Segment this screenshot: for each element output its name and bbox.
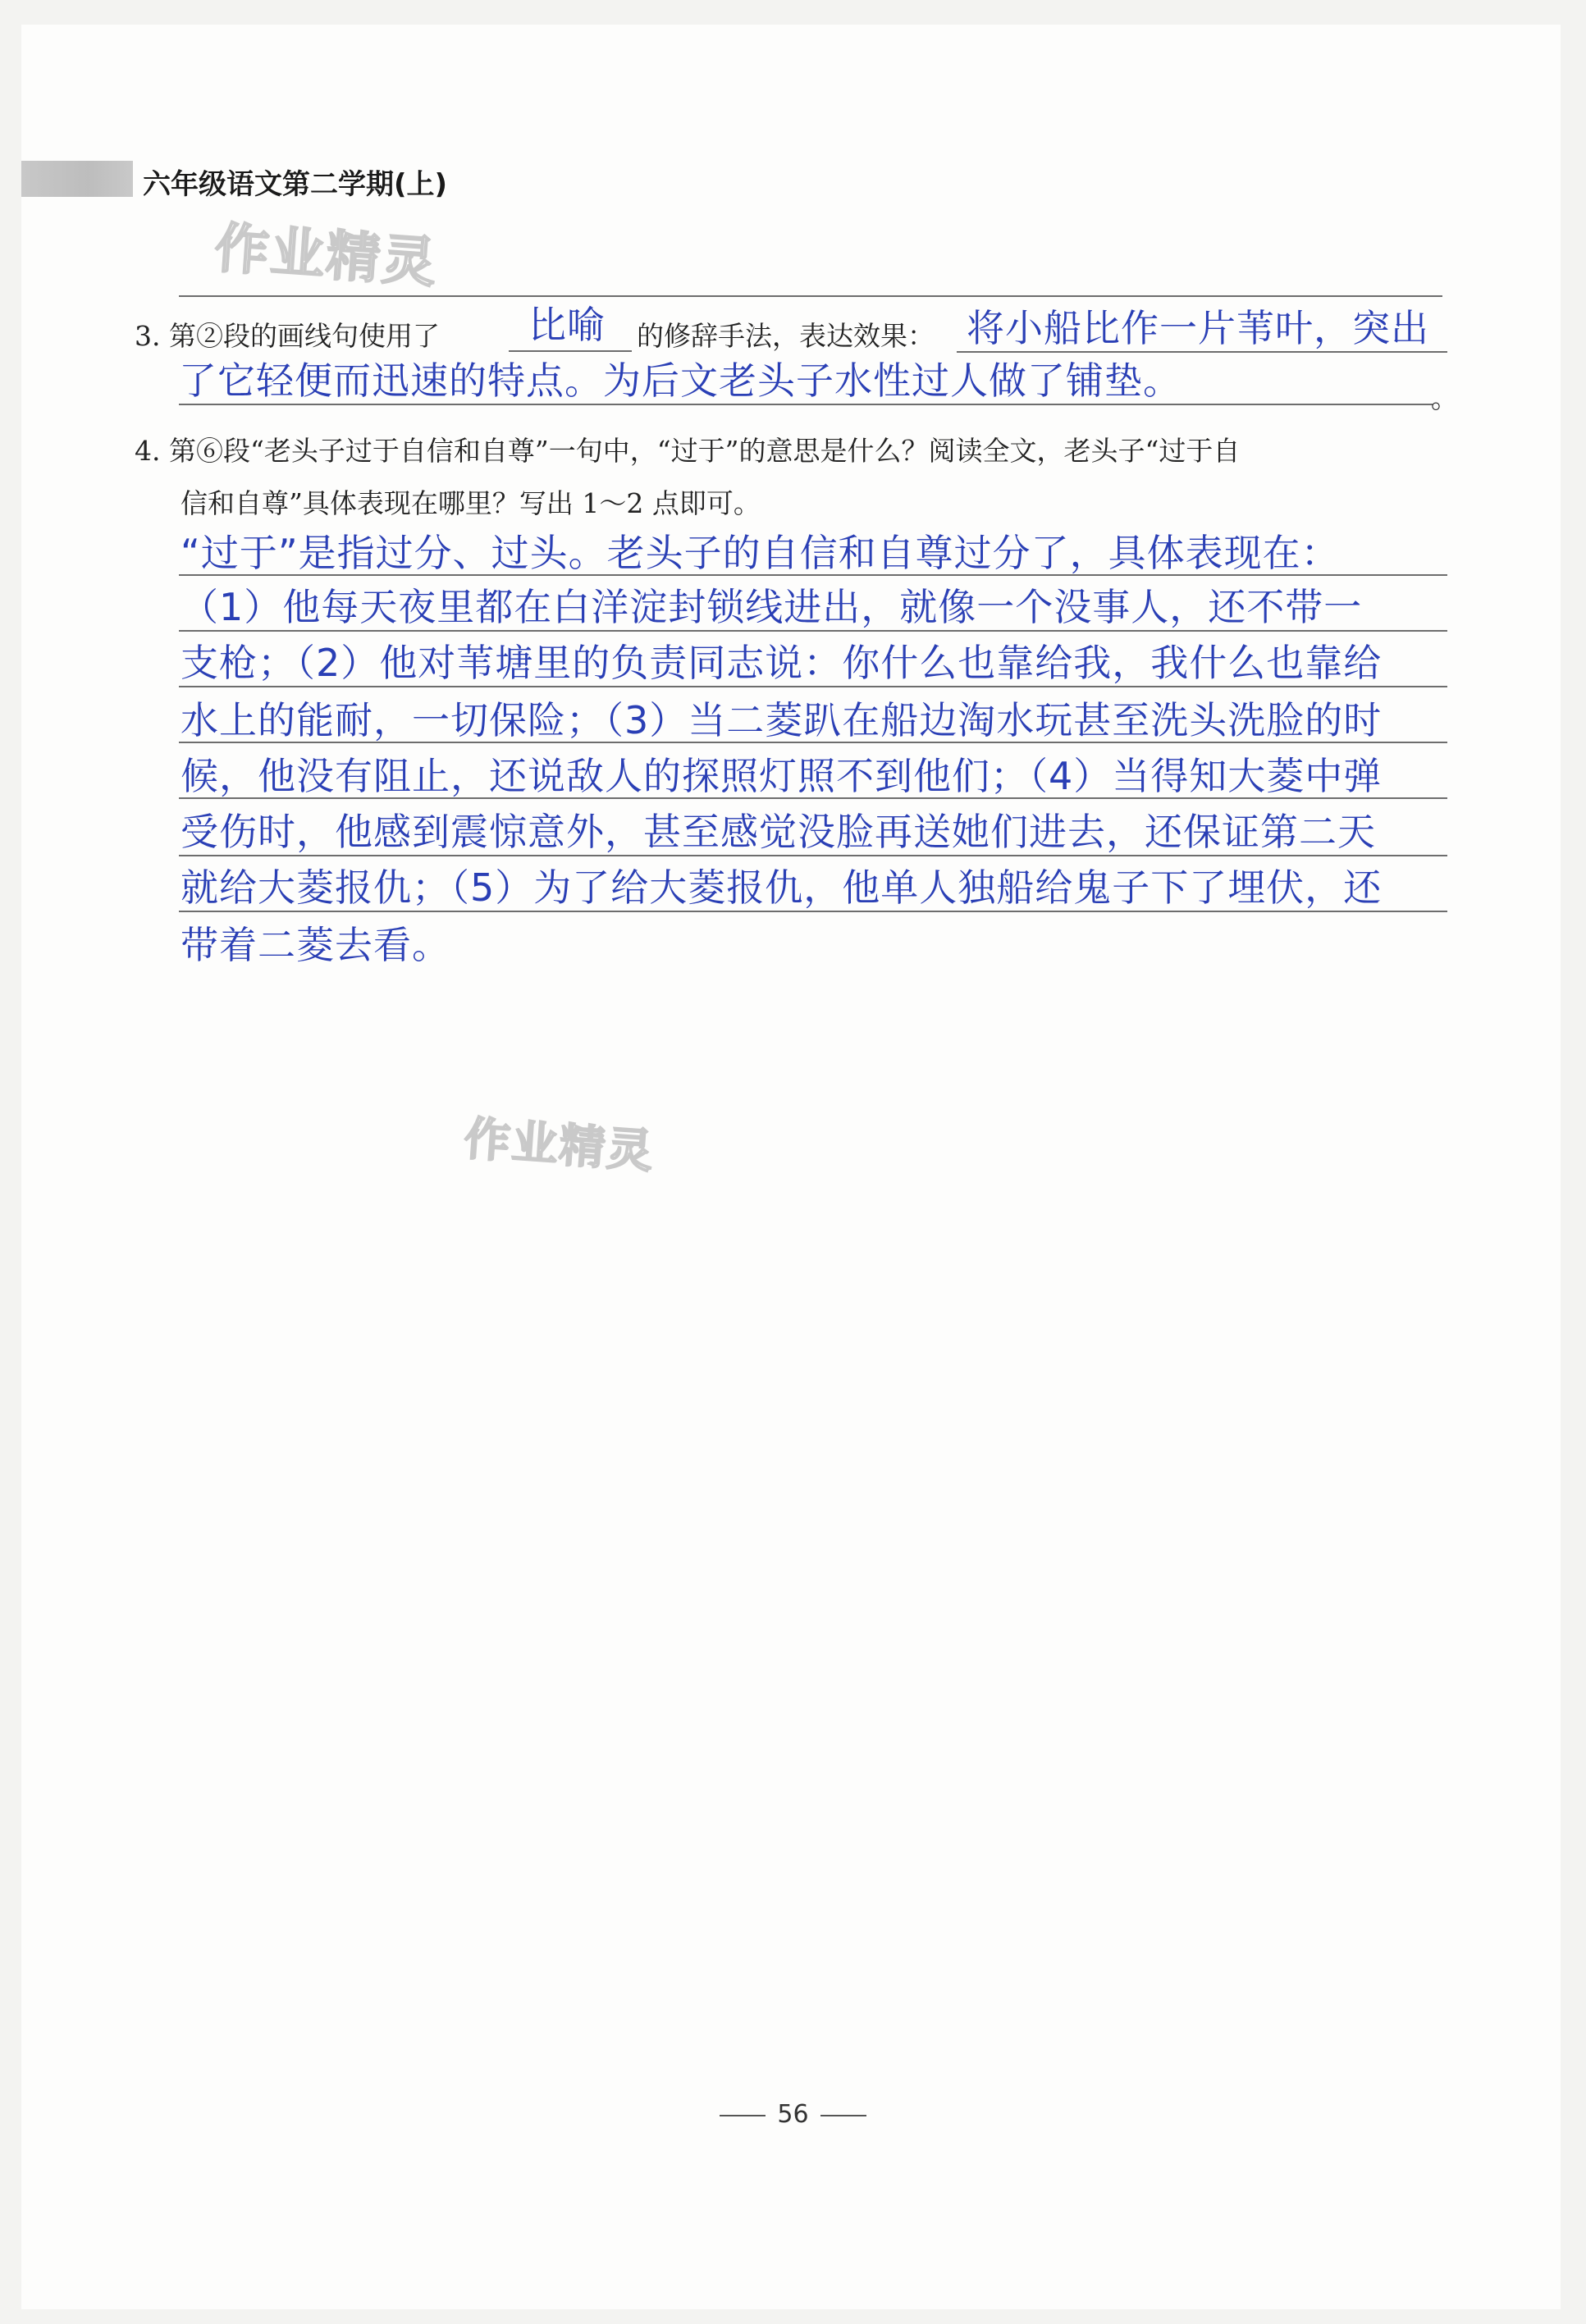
question-3-answer-blank2-line2: 了它轻便而迅速的特点。为后文老头子水性过人做了铺垫。	[179, 358, 1182, 403]
question-3-answer-blank1: 比喻	[528, 303, 606, 347]
header-gray-bar	[21, 161, 133, 197]
answer-line	[179, 295, 1442, 297]
question-4-text-line2: 信和自尊”具体表现在哪里？写出 1～2 点即可。	[181, 487, 761, 519]
question-4-answer-line: 水上的能耐，一切保险；（3）当二菱趴在船边淘水玩甚至洗头洗脸的时	[181, 698, 1383, 742]
question-3-text-part2: 的修辞手法，表达效果：	[637, 320, 935, 352]
answer-line	[179, 686, 1447, 687]
watermark-logo: 作业精灵	[462, 1112, 656, 1180]
answer-line	[179, 855, 1447, 856]
question-4-answer-line: 就给大菱报仇；（5）为了给大菱报仇，他单人独船给鬼子下了埋伏，还	[181, 865, 1383, 910]
answer-line	[179, 574, 1447, 576]
question-4-answer-line: 受伤时，他感到震惊意外，甚至感觉没脸再送她们进去，还保证第二天	[181, 810, 1376, 854]
question-3-answer-blank2-line1: 将小船比作一片苇叶，突出	[967, 306, 1429, 350]
question-3-text-part1: 3. 第②段的画线句使用了	[135, 320, 440, 352]
page-number	[0, 2100, 1586, 2129]
question-4-answer-line: 支枪；（2）他对苇塘里的负责同志说：你什么也靠给我，我什么也靠给	[181, 641, 1383, 685]
question-4-answer-line: “过于”是指过分、过头。老头子的自信和自尊过分了，具体表现在：	[181, 531, 1340, 575]
answer-line	[179, 630, 1447, 632]
page-number-value: 56	[777, 2100, 809, 2129]
question-4-answer-line: （1）他每天夜里都在白洋淀封锁线进出，就像一个没事人，还不带一	[181, 585, 1363, 629]
header-title: 六年级语文第二学期(上)	[143, 168, 448, 201]
question-3-end-mark: 。	[1431, 382, 1458, 414]
answer-line	[179, 404, 1433, 405]
question-4-answer-line: 候，他没有阻止，还说敌人的探照灯照不到他们；（4）当得知大菱中弹	[181, 754, 1383, 798]
question-4-answer-line: 带着二菱去看。	[181, 923, 450, 967]
answer-line	[179, 797, 1447, 799]
answer-line	[179, 742, 1447, 743]
answer-line	[179, 911, 1447, 912]
page-number-dash	[820, 2115, 866, 2116]
page-number-dash	[720, 2115, 766, 2116]
question-4-text-line1: 4. 第⑥段“老头子过于自信和自尊”一句中，“过于”的意思是什么？阅读全文，老头子“过于自	[135, 435, 1241, 467]
watermark-logo: 作业精灵	[213, 216, 440, 295]
